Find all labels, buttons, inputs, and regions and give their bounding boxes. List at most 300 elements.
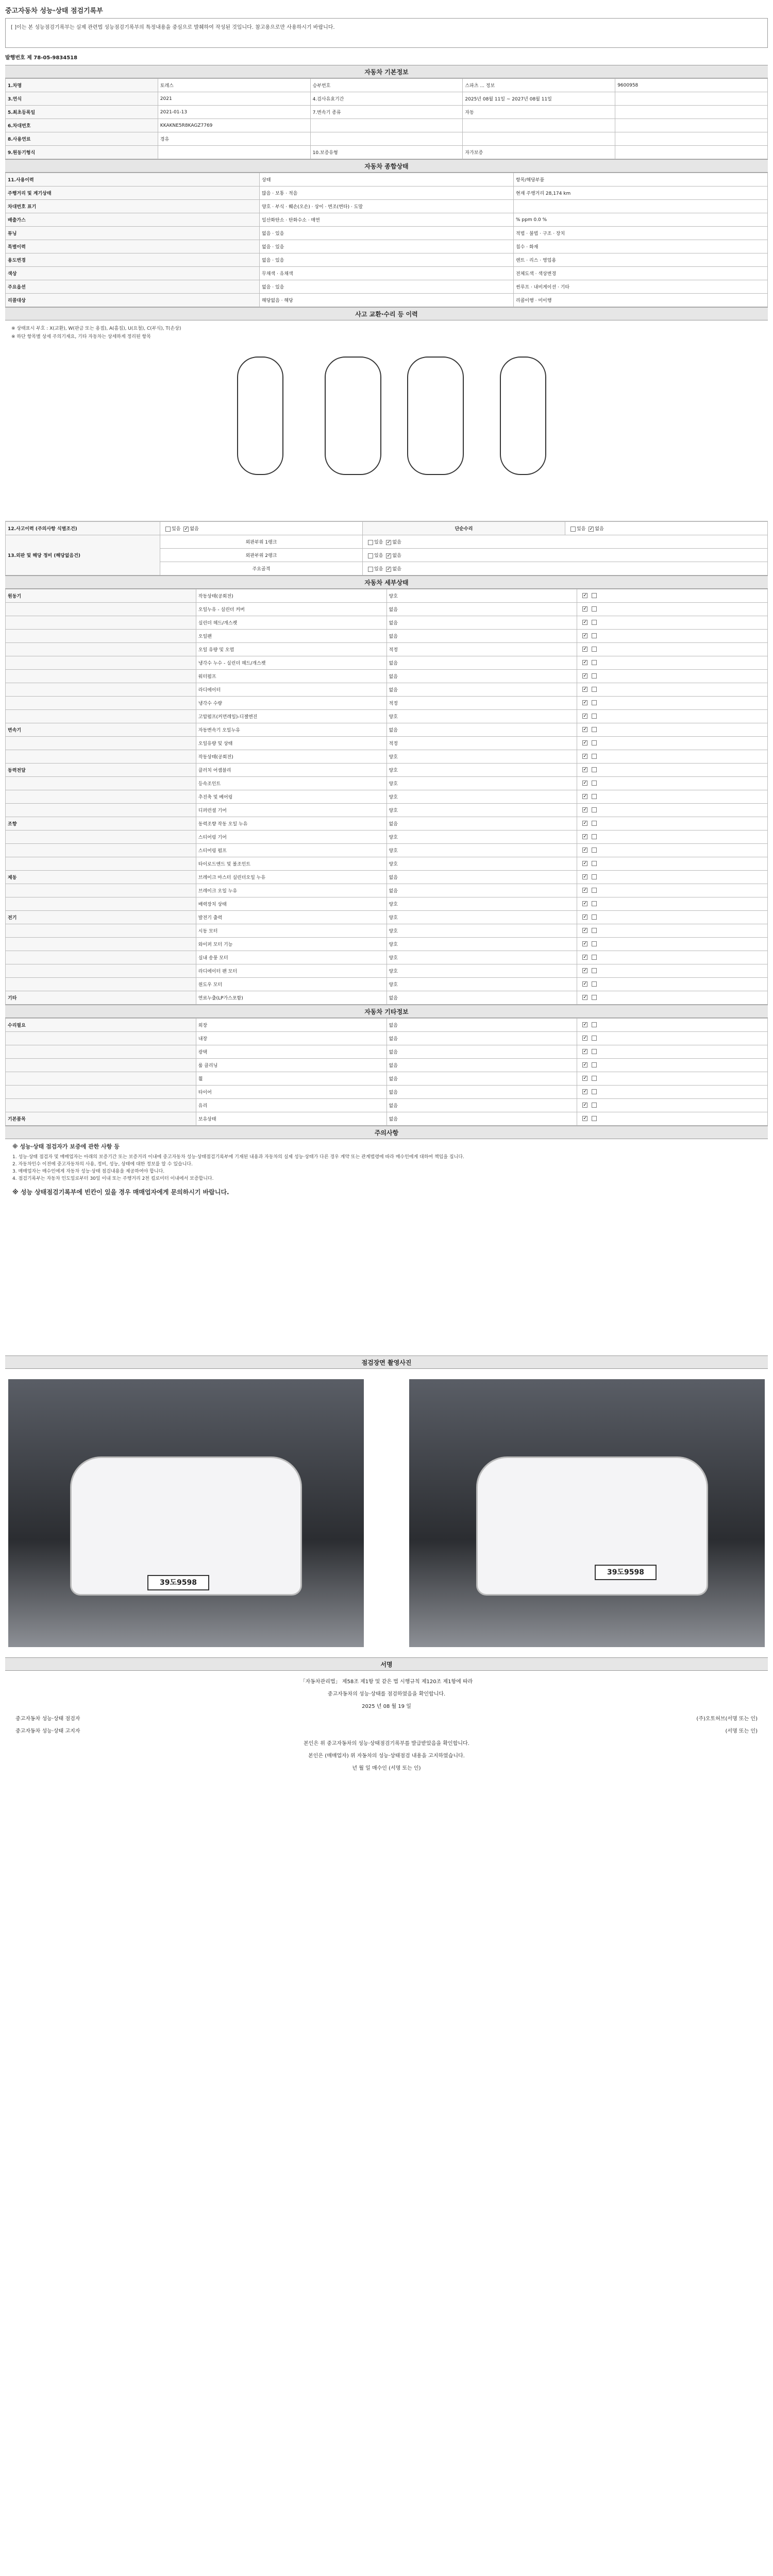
checkbox[interactable] xyxy=(582,888,587,893)
cell xyxy=(463,132,615,146)
row-label: 11.사용이력 xyxy=(6,173,260,187)
table-row xyxy=(6,132,768,146)
checkbox[interactable] xyxy=(368,540,373,545)
table-row xyxy=(6,790,768,804)
checkbox[interactable] xyxy=(570,527,576,532)
checkbox[interactable] xyxy=(582,874,587,879)
checkbox[interactable] xyxy=(368,567,373,572)
table-row xyxy=(6,924,768,938)
checkbox[interactable] xyxy=(582,633,587,638)
table-row xyxy=(6,213,768,227)
row-label xyxy=(6,924,196,938)
check-cell xyxy=(577,911,768,924)
table-row xyxy=(6,1045,768,1059)
checkbox[interactable] xyxy=(582,620,587,625)
cell: 경유 xyxy=(158,132,310,146)
checkbox[interactable] xyxy=(592,1103,597,1108)
overall-status-table xyxy=(5,173,768,307)
cell: 자가보증 xyxy=(463,146,615,159)
basic-info-table xyxy=(5,78,768,159)
notifier-signature: (서명 또는 인) xyxy=(725,1728,758,1734)
cell: 리콜이행 · 미이행 xyxy=(514,294,768,307)
checkbox[interactable] xyxy=(582,1049,587,1054)
cell: 9600958 xyxy=(615,79,768,92)
table-row xyxy=(6,710,768,723)
checkbox[interactable] xyxy=(592,700,597,705)
row-label xyxy=(6,951,196,964)
row-label xyxy=(6,1086,196,1099)
cell xyxy=(463,119,615,132)
checkbox[interactable] xyxy=(592,781,597,786)
cell: 해당없음 · 해당 xyxy=(260,294,514,307)
caution-body: 1. 성능·상태 점검자 및 매매업자는 아래의 보증기간 또는 보증거리 이내에 중고자동차 성능·상태점검기록부에 기재된 내용과 자동차의 실제 성능·상태가 다른 경우 계약 또는 관계법령에 따라 매수인에게 대하여 책임을 집니다. 2. 자동차인수 이전에 중고자동차의 사용, 정비, 성능, 상태에 대한 정보를 알 수 있습니다. 3. 매매업자는 매수인에게 자동차 성능·상태 점검내용을 제공하여야 합니다. 4. 점검기록부는 자동차 인도일로부터 30일 이내 또는 주행거리 2천 킬로미터 이내에서 보증합니다. xyxy=(12,1155,464,1181)
row-label: 1.차명 xyxy=(6,79,158,92)
checkbox[interactable] xyxy=(592,874,597,879)
cell: 많음 · 보통 · 적음 xyxy=(260,187,514,200)
table-row xyxy=(6,1099,768,1112)
checkbox[interactable] xyxy=(582,995,587,1000)
cell: 적정 xyxy=(386,697,577,710)
cell: 와이퍼 모터 기능 xyxy=(196,938,386,951)
cell: 양호 xyxy=(386,831,577,844)
checkbox[interactable] xyxy=(592,888,597,893)
table-row xyxy=(6,187,768,200)
cell: 실내 송풍 모터 xyxy=(196,951,386,964)
cell: 발전기 출력 xyxy=(196,911,386,924)
checkbox[interactable] xyxy=(582,928,587,933)
section-sign-title: 서명 xyxy=(5,1657,768,1671)
checkbox[interactable] xyxy=(582,647,587,652)
checkbox[interactable] xyxy=(592,754,597,759)
checkbox[interactable] xyxy=(582,955,587,960)
table-row xyxy=(6,173,768,187)
cell: 현재 주행거리 28,174 km xyxy=(514,187,768,200)
check-cell xyxy=(577,1099,768,1112)
checkbox[interactable] xyxy=(582,1036,587,1041)
row-label xyxy=(6,670,196,683)
cell: 양호 xyxy=(386,764,577,777)
cell: 스티어링 펌프 xyxy=(196,844,386,857)
row-label: 변속기 xyxy=(6,723,196,737)
cell: 냉각수 누수 - 실린더 헤드/개스켓 xyxy=(196,656,386,670)
cell xyxy=(615,132,768,146)
cell: 양호 xyxy=(386,777,577,790)
row-label: 조향 xyxy=(6,817,196,831)
checkbox[interactable] xyxy=(592,687,597,692)
table-row xyxy=(6,1086,768,1099)
checkbox[interactable] xyxy=(582,593,587,598)
checkbox[interactable] xyxy=(386,540,391,545)
cell: 자동 xyxy=(463,106,615,119)
cell: 양호 xyxy=(386,857,577,871)
row-label xyxy=(6,1032,196,1045)
table-row xyxy=(6,106,768,119)
cell: 오일누유 - 실린더 커버 xyxy=(196,603,386,616)
cell: 없음 · 있음 xyxy=(260,253,514,267)
checkbox[interactable] xyxy=(165,527,171,532)
checkbox[interactable] xyxy=(582,807,587,812)
row-label: 5.최초등록일 xyxy=(6,106,158,119)
check-cell xyxy=(577,1112,768,1126)
cell: 없음 xyxy=(386,1059,577,1072)
checkbox[interactable] xyxy=(592,981,597,987)
checkbox[interactable] xyxy=(592,794,597,799)
table-row xyxy=(6,119,768,132)
cell: 없음 xyxy=(386,1112,577,1126)
checkbox[interactable] xyxy=(582,901,587,906)
car-top-diagram xyxy=(325,357,381,475)
checkbox[interactable] xyxy=(592,1062,597,1067)
cell: 라디에이터 팬 모터 xyxy=(196,964,386,978)
section-photo-title: 점검장면 촬영사진 xyxy=(5,1355,768,1369)
row-label: 동력전달 xyxy=(6,764,196,777)
check-cell xyxy=(577,723,768,737)
cell xyxy=(310,119,463,132)
table-row xyxy=(6,764,768,777)
checkbox[interactable] xyxy=(592,647,597,652)
cell: 스티어링 기어 xyxy=(196,831,386,844)
cell: 등속조인트 xyxy=(196,777,386,790)
checkbox[interactable] xyxy=(582,1103,587,1108)
sign-text-1: 「자동차관리법」 제58조 제1항 및 같은 법 시행규칙 제120조 제1항에 따라 xyxy=(300,1679,473,1685)
sign-date: 2025 년 08 월 19 일 xyxy=(362,1704,411,1709)
check-cell xyxy=(577,817,768,831)
checkbox[interactable] xyxy=(582,821,587,826)
checkbox[interactable] xyxy=(592,914,597,920)
caution-heading: ※ 성능·상태 점검자가 보증에 관한 사항 등 xyxy=(12,1143,120,1150)
checkbox[interactable] xyxy=(592,1022,597,1027)
cell: 2025년 08월 11일 ~ 2027년 08월 11일 xyxy=(463,92,615,106)
row-label: 주요옵션 xyxy=(6,280,260,294)
checkbox[interactable] xyxy=(582,941,587,946)
check-cell xyxy=(577,777,768,790)
checkbox[interactable] xyxy=(592,807,597,812)
cell: 양호 xyxy=(386,938,577,951)
table-row xyxy=(6,643,768,656)
cell: 없음 xyxy=(386,670,577,683)
checkbox[interactable] xyxy=(582,687,587,692)
cell: 오일유량 및 상태 xyxy=(196,737,386,750)
row-label: 색상 xyxy=(6,267,260,280)
check-cell xyxy=(577,630,768,643)
row-label xyxy=(6,710,196,723)
checkbox[interactable] xyxy=(592,1076,597,1081)
check-cell xyxy=(577,884,768,897)
cell xyxy=(615,106,768,119)
check-cell xyxy=(577,897,768,911)
checkbox[interactable] xyxy=(582,700,587,705)
section-overall-title: 자동차 종합상태 xyxy=(5,159,768,173)
table-row xyxy=(6,951,768,964)
row-label xyxy=(6,1045,196,1059)
check-cell xyxy=(577,844,768,857)
check-cell xyxy=(577,924,768,938)
cell xyxy=(514,200,768,213)
checkbox[interactable] xyxy=(582,861,587,866)
accident-table: 12.사고이력 (주의사항 식별조건) 있음✓ 없음 단순수리 있음✓ 없음 13.외판 및 해당 정비 (해당없음건) 외판부위 1랭크 있음✓ 없음 외판부위 2랭크 있음✓ 없음 주요골격 있음✓ 없음 xyxy=(5,521,768,575)
check-cell xyxy=(577,857,768,871)
table-row xyxy=(6,294,768,307)
checkbox[interactable] xyxy=(582,781,587,786)
row-label xyxy=(6,603,196,616)
cell: 전체도색 · 색상변경 xyxy=(514,267,768,280)
checkbox[interactable] xyxy=(592,1049,597,1054)
cell: 2021-01-13 xyxy=(158,106,310,119)
diagram-legend-2: ※ 하단 항목별 상세 주의기재요, 기타 자동차는 상세하게 정리된 항목 xyxy=(11,334,151,340)
cell: 양호 xyxy=(386,978,577,991)
check-cell xyxy=(577,831,768,844)
checkbox[interactable] xyxy=(582,981,587,987)
table-row xyxy=(6,240,768,253)
row-label: 수리필요 xyxy=(6,1019,196,1032)
cell: 오일 유량 및 오염 xyxy=(196,643,386,656)
checkbox[interactable] xyxy=(582,754,587,759)
check-cell xyxy=(577,750,768,764)
checkbox[interactable] xyxy=(592,593,597,598)
checkbox[interactable] xyxy=(368,553,373,558)
table-row xyxy=(6,911,768,924)
cell: 동력조향 작동 오일 누유 xyxy=(196,817,386,831)
row-label xyxy=(6,777,196,790)
cell: 작동상태(공회전) xyxy=(196,750,386,764)
license-plate: 39도9598 xyxy=(595,1565,657,1580)
sign-text-3: 본인은 위 중고자동차의 성능·상태점검기록부를 발급받았음을 확인합니다. xyxy=(304,1741,469,1747)
check-cell xyxy=(577,656,768,670)
check-cell xyxy=(577,991,768,1005)
checkbox[interactable] xyxy=(592,1089,597,1094)
cell: 썬루프 · 내비게이션 · 기타 xyxy=(514,280,768,294)
cell: 타이어 xyxy=(196,1086,386,1099)
row-label xyxy=(6,683,196,697)
check-cell xyxy=(577,1059,768,1072)
cell: 적법 · 불법 · 구조 · 장치 xyxy=(514,227,768,240)
cell: 디퍼런셜 기어 xyxy=(196,804,386,817)
cell: 시동 모터 xyxy=(196,924,386,938)
cell: 없음 xyxy=(386,1032,577,1045)
table-row xyxy=(6,1059,768,1072)
cell: 4.검사유효기간 xyxy=(310,92,463,106)
cell: 양호 xyxy=(386,790,577,804)
cell xyxy=(158,146,310,159)
cell: 오일팬 xyxy=(196,630,386,643)
detail-status-table xyxy=(5,589,768,1005)
checkbox[interactable] xyxy=(592,901,597,906)
checkbox[interactable] xyxy=(592,848,597,853)
row-label: 3.연식 xyxy=(6,92,158,106)
checkbox[interactable] xyxy=(592,1116,597,1121)
cell: 침수 · 화재 xyxy=(514,240,768,253)
cell: 양호 xyxy=(386,897,577,911)
cell: 추진축 및 베어링 xyxy=(196,790,386,804)
checkbox[interactable] xyxy=(582,1062,587,1067)
table-row xyxy=(6,964,768,978)
inspector-signature: (주)오토허브(서명 또는 인) xyxy=(696,1716,758,1722)
car-side-left-diagram xyxy=(237,357,283,475)
inspection-photo-front xyxy=(8,1379,364,1647)
check-cell xyxy=(577,616,768,630)
checkbox[interactable] xyxy=(386,553,391,558)
cell xyxy=(615,119,768,132)
car-bottom-diagram xyxy=(407,357,464,475)
table-row xyxy=(6,737,768,750)
diagram-legend-1: ※ 상태표시 부호 : X(교환), W(판금 또는 용접), A(흠집), U(요철), C(부식), T(손상) xyxy=(11,326,181,331)
table-row xyxy=(6,280,768,294)
checkbox[interactable] xyxy=(592,968,597,973)
check-cell xyxy=(577,1032,768,1045)
row-label: 6.차대번호 xyxy=(6,119,158,132)
checkbox[interactable] xyxy=(582,606,587,612)
checkbox[interactable] xyxy=(592,620,597,625)
table-row xyxy=(6,804,768,817)
table-row xyxy=(6,723,768,737)
checkbox[interactable] xyxy=(582,1089,587,1094)
table-row xyxy=(6,871,768,884)
cell: 없음 xyxy=(386,683,577,697)
checkbox[interactable] xyxy=(592,660,597,665)
row-label: 기본품목 xyxy=(6,1112,196,1126)
row-label xyxy=(6,1099,196,1112)
cell: 양호 xyxy=(386,951,577,964)
check-cell xyxy=(577,710,768,723)
checkbox[interactable] xyxy=(582,767,587,772)
row-label xyxy=(6,897,196,911)
table-row xyxy=(6,670,768,683)
checkbox[interactable] xyxy=(582,1116,587,1121)
table-row xyxy=(6,750,768,764)
cell: 양호 xyxy=(386,710,577,723)
checkbox[interactable] xyxy=(592,821,597,826)
checkbox[interactable] xyxy=(183,527,189,532)
cell: 없음 xyxy=(386,630,577,643)
checkbox[interactable] xyxy=(592,928,597,933)
cell: 양호 xyxy=(386,844,577,857)
checkbox[interactable] xyxy=(582,794,587,799)
cell: 양호 xyxy=(386,750,577,764)
checkbox[interactable] xyxy=(592,941,597,946)
table-row xyxy=(6,831,768,844)
cell: 타이로드엔드 및 볼조인트 xyxy=(196,857,386,871)
cell: 휠 xyxy=(196,1072,386,1086)
table-row xyxy=(6,978,768,991)
checkbox[interactable] xyxy=(582,660,587,665)
check-cell xyxy=(577,1019,768,1032)
checkbox[interactable] xyxy=(592,633,597,638)
checkbox[interactable] xyxy=(592,740,597,745)
check-cell xyxy=(577,964,768,978)
cell: 자동변속기 오일누유 xyxy=(196,723,386,737)
table-row xyxy=(6,991,768,1005)
checkbox[interactable] xyxy=(592,1036,597,1041)
table-row xyxy=(6,616,768,630)
row-label xyxy=(6,884,196,897)
row-label xyxy=(6,938,196,951)
document-number: 발행번호 제 78-05-9834518 xyxy=(5,55,78,61)
cell: 내장 xyxy=(196,1032,386,1045)
checkbox[interactable] xyxy=(592,673,597,679)
section-basic-title: 자동차 기본정보 xyxy=(5,65,768,78)
cell: 유리 xyxy=(196,1099,386,1112)
checkbox[interactable] xyxy=(589,527,594,532)
section-detail-title: 자동차 세부상태 xyxy=(5,575,768,589)
checkbox[interactable] xyxy=(386,567,391,572)
check-cell xyxy=(577,670,768,683)
row-label: 기타 xyxy=(6,991,196,1005)
checkbox[interactable] xyxy=(592,606,597,612)
row-label xyxy=(6,964,196,978)
cell: 윈도우 모터 xyxy=(196,978,386,991)
check-cell xyxy=(577,804,768,817)
check-cell xyxy=(577,951,768,964)
section-caution-title: 주의사항 xyxy=(5,1126,768,1139)
table-row xyxy=(6,603,768,616)
row-label: 특별이력 xyxy=(6,240,260,253)
caution-notes xyxy=(5,1139,768,1355)
checkbox[interactable] xyxy=(582,968,587,973)
table-row xyxy=(6,253,768,267)
checkbox[interactable] xyxy=(592,834,597,839)
checkbox[interactable] xyxy=(582,727,587,732)
cell xyxy=(615,146,768,159)
check-cell xyxy=(577,697,768,710)
cell: 토레스 xyxy=(158,79,310,92)
row-label xyxy=(6,737,196,750)
row-label: 제동 xyxy=(6,871,196,884)
cell: 없음 · 있음 xyxy=(260,240,514,253)
cell: 라디에이터 xyxy=(196,683,386,697)
checkbox[interactable] xyxy=(582,673,587,679)
cell: 승부번호 xyxy=(310,79,463,92)
table-row xyxy=(6,589,768,603)
checkbox[interactable] xyxy=(592,861,597,866)
cell: 없음 xyxy=(386,656,577,670)
table-row xyxy=(6,844,768,857)
checkbox[interactable] xyxy=(582,848,587,853)
car-side-right-diagram xyxy=(500,357,546,475)
check-cell xyxy=(577,603,768,616)
row-label xyxy=(6,831,196,844)
cell: 양호 xyxy=(386,911,577,924)
checkbox[interactable] xyxy=(592,995,597,1000)
cell: 렌트 · 리스 · 영업용 xyxy=(514,253,768,267)
table-row xyxy=(6,1112,768,1126)
check-cell xyxy=(577,683,768,697)
checkbox[interactable] xyxy=(592,727,597,732)
cell: 브레이크 마스터 실린더오일 누유 xyxy=(196,871,386,884)
checkbox[interactable] xyxy=(592,714,597,719)
checkbox[interactable] xyxy=(582,740,587,745)
check-cell xyxy=(577,737,768,750)
sign-text-4: 본인은 (매매업자) 위 자동차의 성능·상태점검 내용을 고지하였습니다. xyxy=(308,1753,465,1759)
rank2-label: 외판부위 2랭크 xyxy=(160,549,363,562)
signature-block xyxy=(5,1671,768,1825)
table-row xyxy=(6,683,768,697)
checkbox[interactable] xyxy=(582,1076,587,1081)
checkbox[interactable] xyxy=(592,955,597,960)
checkbox[interactable] xyxy=(582,914,587,920)
checkbox[interactable] xyxy=(592,767,597,772)
cell: 없음 · 있음 xyxy=(260,280,514,294)
cell: 양호 xyxy=(386,924,577,938)
cell: 일산화탄소 · 탄화수소 · 매연 xyxy=(260,213,514,227)
checkbox[interactable] xyxy=(582,834,587,839)
inspector-label: 중고자동차 성능·상태 점검자 xyxy=(15,1716,80,1722)
cell: 없음 xyxy=(386,1019,577,1032)
checkbox[interactable] xyxy=(582,1022,587,1027)
notifier-label: 중고자동차 성능·상태 고지자 xyxy=(15,1728,80,1734)
cell: 없음 xyxy=(386,1045,577,1059)
checkbox[interactable] xyxy=(582,714,587,719)
row-label: 8.사용연료 xyxy=(6,132,158,146)
